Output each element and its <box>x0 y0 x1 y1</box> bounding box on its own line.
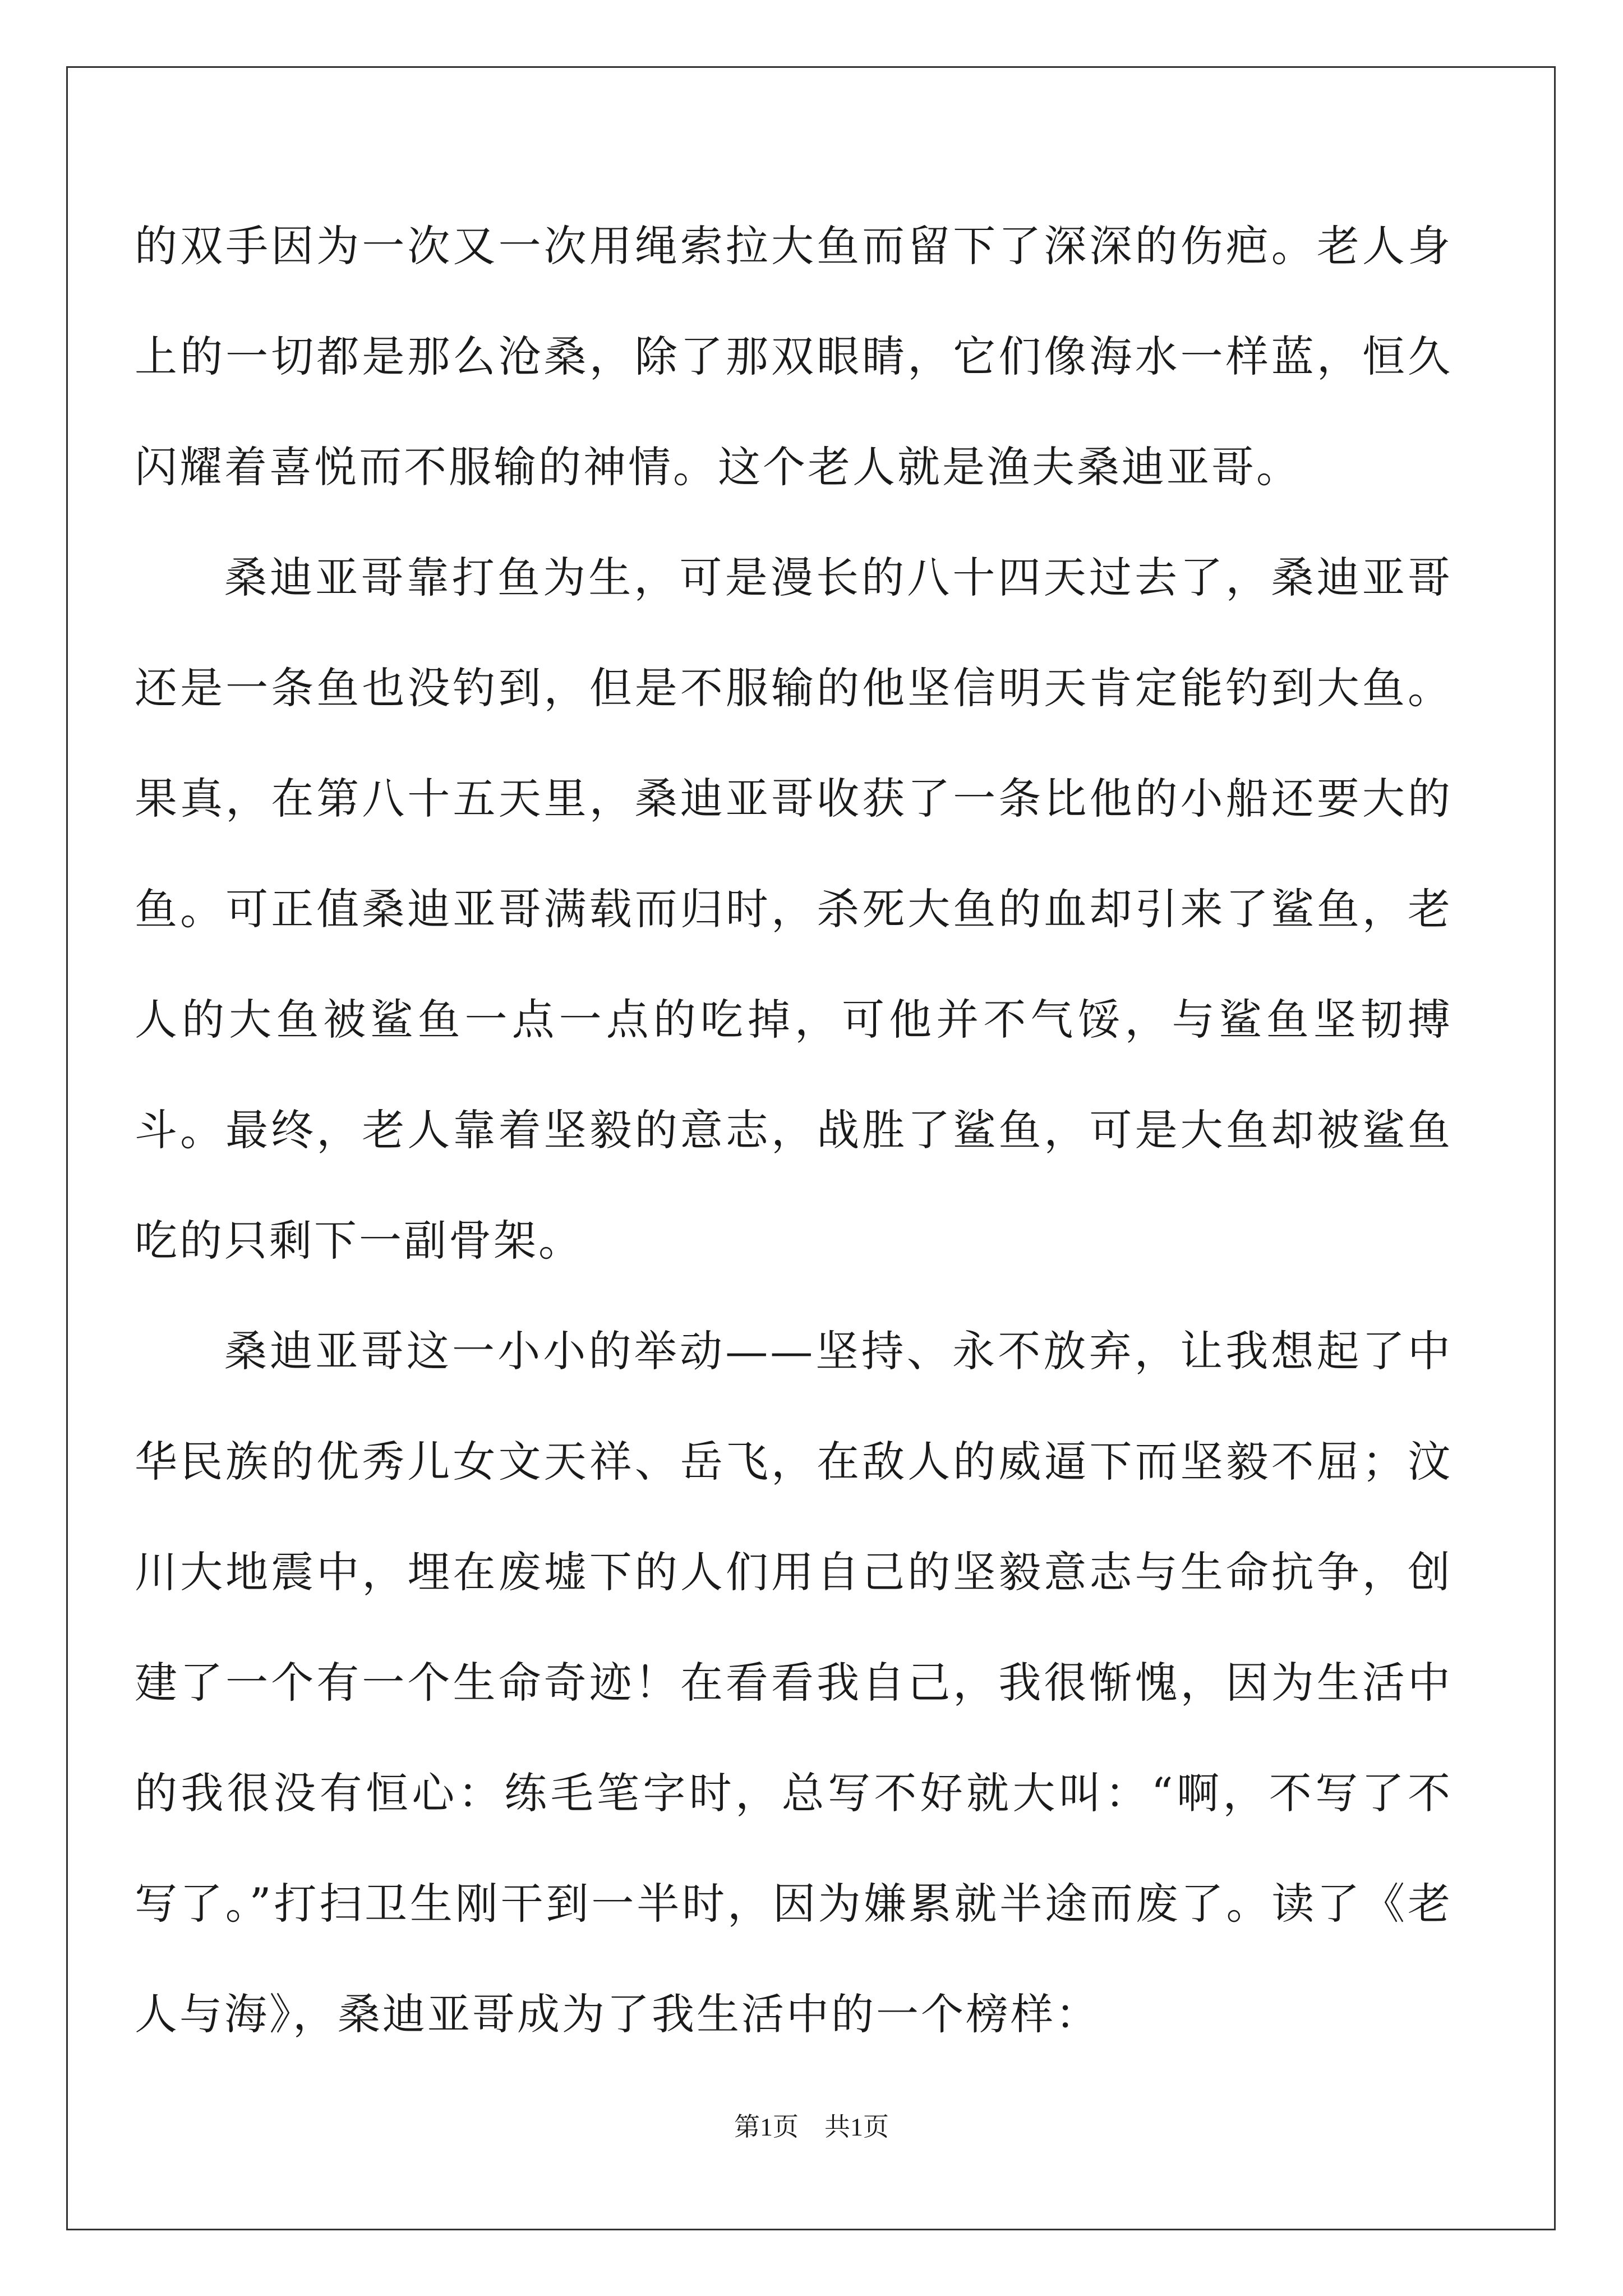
paragraph-2: 桑迪亚哥靠打鱼为生，可是漫长的八十四天过去了，桑迪亚哥还是一条鱼也没钓到，但是不服输的他坚信明天肯定能钓到大鱼。果真，在第八十五天里，桑迪亚哥收获了一条比他的小船还要大的鱼。可正值桑迪亚哥满载而归时，杀死大鱼的血却引来了鲨鱼，老人的大鱼被鲨鱼一点一点的吃掉，可他并不气馁，与鲨鱼坚韧搏斗。最终，老人靠着坚毅的意志，战胜了鲨鱼，可是大鱼却被鲨鱼吃的只剩下一副骨架。 <box>135 553 1453 1266</box>
page-number-footer: 第1页 共1页 <box>734 2113 889 2141</box>
paragraph-3: 桑迪亚哥这一小小的举动——坚持、永不放弃，让我想起了中华民族的优秀儿女文天祥、岳飞，在敌人的威逼下而坚毅不屈；汶川大地震中，埋在废墟下的人们用自己的坚毅意志与生命抗争，创建了一个有一个生命奇迹！在看看我自己，我很惭愧，因为生活中的我很没有恒心：练毛笔字时，总写不好就大叫：“啊，不写了不写了。”打扫卫生刚干到一半时，因为嫌累就半途而废了。读了《老人与海》，桑迪亚哥成为了我生活中的一个榜样： <box>135 1326 1453 2039</box>
paragraph-1: 的双手因为一次又一次用绳索拉大鱼而留下了深深的伤疤。老人身上的一切都是那么沧桑，除了那双眼睛，它们像海水一样蓝，恒久闪耀着喜悦而不服输的神情。这个老人就是渔夫桑迪亚哥。 <box>135 221 1453 492</box>
document-body <box>135 191 1453 2069</box>
